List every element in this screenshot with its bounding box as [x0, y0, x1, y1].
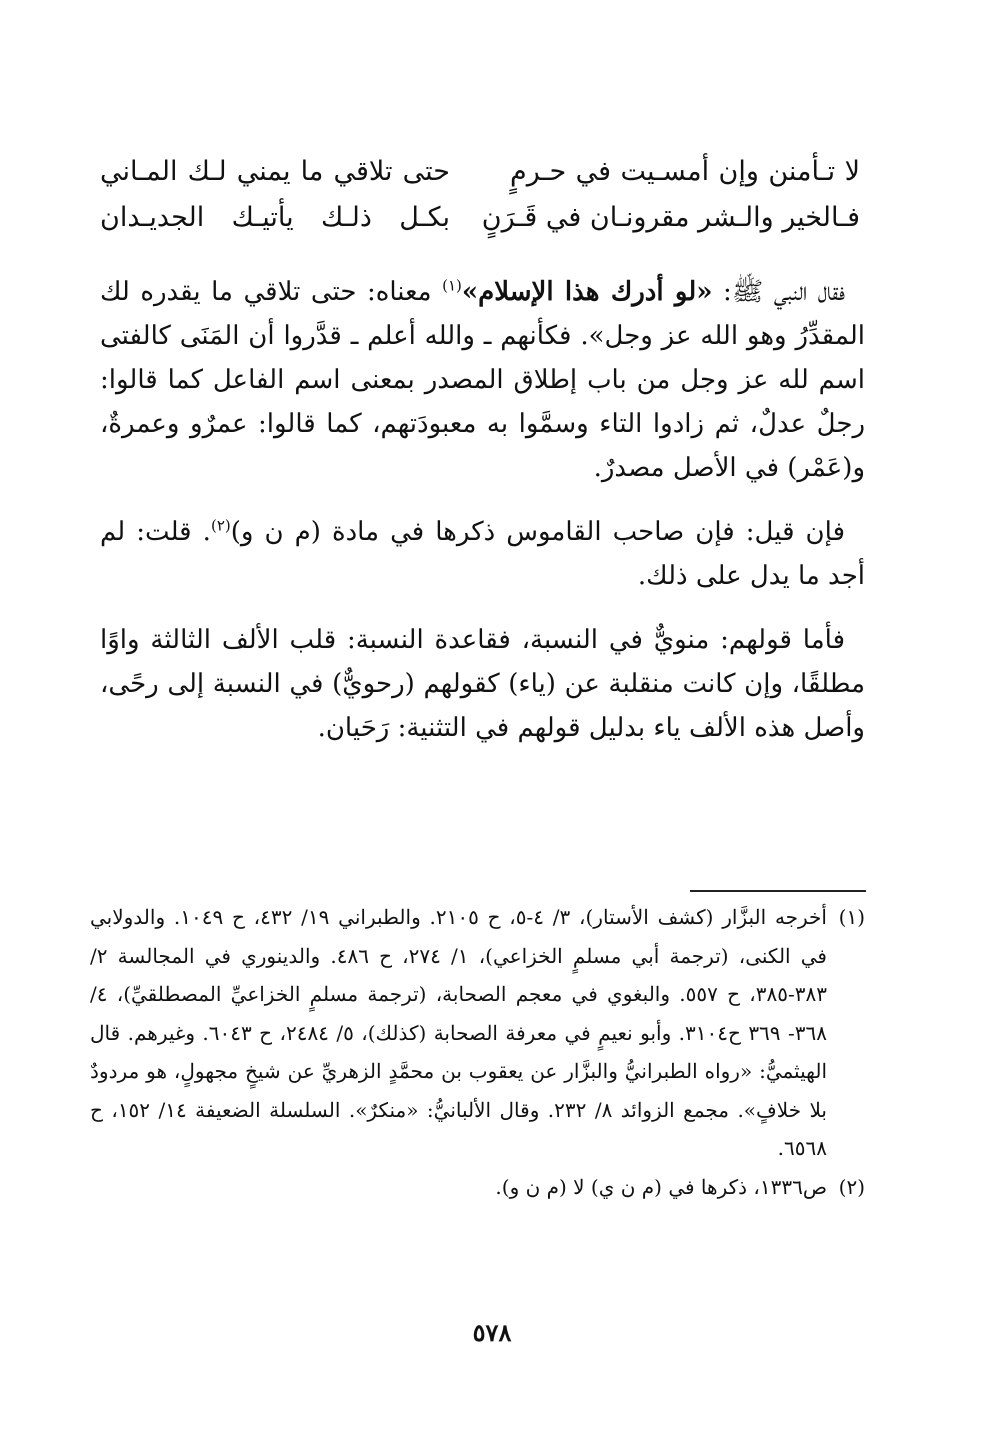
- paragraph: فأما قولهم: منويٌّ في النسبة، فقاعدة النسبة: قلب الألف الثالثة واوًا مطلقًا، وإن كانت منقلبة عن (ياء) كقولهم (رحويٌّ) في النسبة إلى رحًى، وأصل هذه الألف ياء بدليل قولهم في التثنية: رَحَيان.: [100, 625, 865, 743]
- footnote: [90, 898, 865, 1168]
- verse-first-hemistich: لا تـأمنن وإن أمسـيت في حـرمٍ: [510, 155, 860, 187]
- footnote-reference[interactable]: (٢): [210, 516, 231, 535]
- footnote-separator: [690, 890, 866, 892]
- footnote-number: (١): [838, 905, 865, 929]
- paragraph-text: فإن قيل: فإن صاحب القاموس ذكرها في مادة (م ن و): [230, 517, 845, 547]
- verse-second-hemistich: بكـل ذلـك يأتيـك الجديـدان: [100, 201, 450, 233]
- verse-second-hemistich: حتى تلاقي ما يمني لـك المـاني: [100, 155, 450, 187]
- verse-line: [100, 148, 860, 194]
- main-text: [100, 270, 865, 770]
- footnote-text: ص١٣٣٦، ذكرها في (م ن ي) لا (م ن و).: [495, 1174, 827, 1199]
- footnote: [90, 1168, 865, 1207]
- paragraph-text: . قلت: لم أجد ما يدل على ذلك.: [100, 517, 865, 591]
- footnotes: [90, 898, 865, 1206]
- poem-verses: [100, 148, 860, 240]
- footnote-reference[interactable]: (١): [442, 276, 462, 295]
- paragraph: [100, 510, 865, 598]
- hadith-quote: «لو أدرك هذا الإسلام»: [461, 277, 713, 307]
- verse-line: [100, 194, 860, 240]
- footnote-number: (٢): [838, 1174, 865, 1199]
- verse-first-hemistich: فـالخير والـشر مقرونـان في قَـرَنٍ: [481, 201, 860, 233]
- paragraph-text: فقال النبي ﷺ:: [712, 277, 846, 307]
- paragraph: [100, 270, 865, 490]
- paragraph-text: معناه: حتى تلاقي ما يقدره لك المقدِّرُ وهو الله عز وجل». فكأنهم ـ والله أعلم ـ قدَّروا أن المَنَى كالفتى اسم لله عز وجل من باب إطلاق المصدر بمعنى اسم الفاعل كما قالوا: رجلٌ عدلٌ، ثم زادوا التاء وسمَّوا به معبودَتهم، كما قالوا: عمرٌو وعمرةٌ، و(عَمْر) في الأصل مصدرٌ.: [100, 277, 865, 483]
- footnote-text: أخرجه البزَّار (كشف الأستار)، ٣/ ٤-٥، ح ٢١٠٥. والطبراني ١٩/ ٤٣٢، ح ١٠٤٩. والدولابي في الكنى، (ترجمة أبي مسلمٍ الخزاعي)، ١/ ٢٧٤، ح ٤٨٦. والدينوري في المجالسة ٢/ ٣٨٣-٣٨٥، ح ٥٥٧. والبغوي في معجم الصحابة، (ترجمة مسلمٍ الخزاعيِّ المصطلقيِّ)، ٤/ ٣٦٨- ٣٦٩ ح٣١٠٤. وأبو نعيمٍ في معرفة الصحابة (كذلك)، ٥/ ٢٤٨٤، ح ٦٠٤٣. وغيرهم. قال الهيثميُّ: «رواه الطبرانيُّ والبزَّار عن يعقوب بن محمَّدٍ الزهريِّ عن شيخٍ مجهولٍ، هو مردودٌ بلا خلافٍ». مجمع الزوائد ٨/ ٢٣٢. وقال الألبانيُّ: «منكرٌ». السلسلة الضعيفة ١٤/ ١٥٢، ح ٦٥٦٨.: [90, 905, 827, 1160]
- page-number: ٥٧٨: [472, 1318, 512, 1347]
